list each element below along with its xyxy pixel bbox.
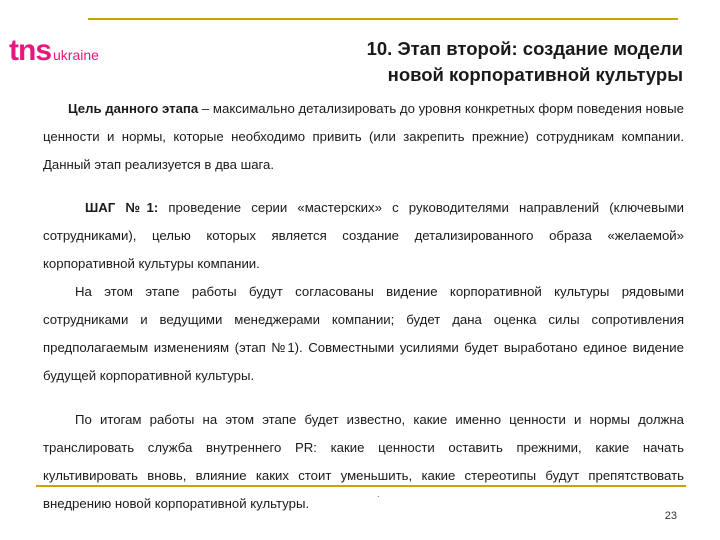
logo-brand: tns — [9, 34, 51, 67]
top-divider — [88, 18, 678, 20]
bottom-divider — [36, 485, 686, 487]
paragraph-goal-text: – максимально детализировать до уровня конкретных форм поведения новые ценности и нормы, которые необходимо привить (или закрепить прежние) сотрудникам компании. Данный этап реализуется в два шага. — [43, 101, 684, 172]
footer-dot: . — [377, 489, 380, 499]
paragraph-goal-lead: Цель данного этапа — [68, 101, 199, 116]
tns-ukraine-logo — [9, 34, 99, 68]
paragraph-step1-lead: ШАГ №1: — [85, 200, 159, 215]
slide-body — [43, 95, 684, 518]
paragraph-step1-text: проведение серии «мастерских» с руководителями направлений (ключевыми сотрудниками), целью которых является создание детализированного образа «желаемой» корпоративной культуры компании. — [43, 200, 684, 271]
paragraph-goal — [43, 95, 684, 179]
page-number: 23 — [664, 510, 677, 522]
logo-suffix: ukraine — [53, 47, 99, 63]
paragraph-step1 — [43, 194, 684, 278]
slide-title-line1: 10. Этап второй: создание модели — [366, 38, 683, 59]
paragraph-stage: На этом этапе работы будут согласованы видение корпоративной культуры рядовыми сотрудниками и ведущими менеджерами компании; будет дана оценка силы сопротивления предполагаемым изменениям (этап №1). Совместными усилиями будет выработано единое видение будущей корпоративной культуры. — [43, 284, 684, 383]
slide-title — [263, 36, 683, 88]
slide-title-line2: новой корпоративной культуры — [387, 64, 683, 85]
paragraph-results: По итогам работы на этом этапе будет известно, какие именно ценности и нормы должна транслировать служба внутреннего PR: какие ценности оставить прежними, какие начать культивировать вновь, влияние каких стоит уменьшить, какие стереотипы будут препятствовать внедрению новой корпоративной культуры. — [43, 412, 684, 511]
